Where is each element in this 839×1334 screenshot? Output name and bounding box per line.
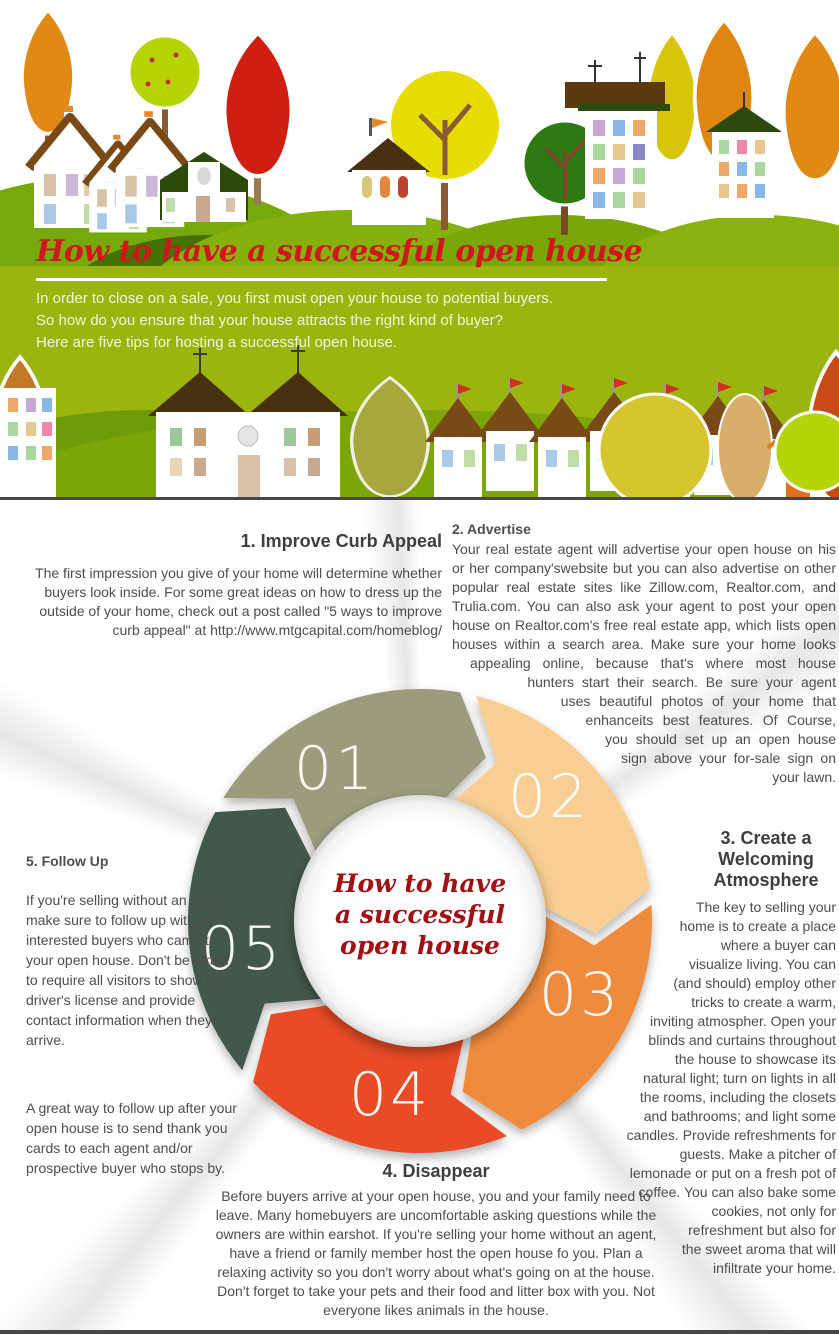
segment-number: 03 — [538, 960, 622, 1030]
section-heading: 5. Follow Up — [26, 852, 109, 869]
tips-content — [0, 497, 839, 1334]
section-body: The key to selling your home is to create a place where a buyer can visualize living. You can (and should) employ other tricks to create a warm, inviting atmospher. Open your blinds and curtains throughout the house to showcase its natural light; turn on lights in all the rooms, including the closets and bathrooms; and light some candles. Provide refreshments for guests. Make a pitcher of lemonade or put on a fresh pot of coffee. You can also bake some cookies, not only for refreshment but also for the sweet aroma that will infiltrate your home. — [626, 899, 836, 1276]
center-badge — [292, 868, 548, 961]
section-heading: 2. Advertise — [452, 520, 531, 537]
segment-number: 01 — [293, 734, 377, 804]
center-badge-line: open house — [340, 931, 500, 960]
center-badge-line: How to have — [333, 869, 507, 898]
page-title: How to have a successful open house — [36, 234, 643, 269]
segment-number: 02 — [507, 762, 591, 832]
segment-number: 04 — [348, 1060, 432, 1130]
section-disappear — [210, 1160, 662, 1320]
heading-line: 3. Create a — [720, 828, 812, 848]
section-body: If you're selling without an agent, make sure to follow up with all interested buyers who came to your open house. Don't be afraid to require all visitors to show their driver's license and provide contact information when they arrive. — [26, 892, 234, 1048]
hero-header — [0, 0, 839, 497]
section-body: Your real estate agent will advertise your open house on his or her company'swebsite but you can also advertise on other popular real estate sites like Zillow.com, Realtor.com, and Trulia.com. You can also ask your agent to post your open house on Realtor.com's free real estate app, which lists open houses within a search area. Make sure your home looks appealing online, because that's where most house hunters start their search. Be sure your agent uses beautiful photos of your home that enhanceits best features. Of Course, you should set up an open house sign above your for-sale sign on your lawn. — [452, 541, 836, 785]
section-improve-curb-appeal — [30, 530, 442, 640]
intro-line: So how do you ensure that your house attracts the right kind of buyer? — [36, 312, 503, 329]
section-follow-up-extra — [26, 1098, 246, 1178]
segment-number: 05 — [200, 914, 284, 984]
section-body: A great way to follow up after your open house is to send thank you cards to each agent and/or prospective buyer who stops by. — [26, 1100, 237, 1176]
intro-line: Here are five tips for hosting a successful open house. — [36, 334, 398, 351]
center-badge-line: a successful — [334, 900, 506, 929]
section-body: The first impression you give of your home will determine whether buyers look inside. For some great ideas on how to dress up the outside of your home, check out a post called "5 ways to improve curb appeal" at http://www.mtgcapital.com/homeblog/ — [35, 565, 442, 638]
title-underline — [36, 278, 607, 281]
section-advertise — [452, 540, 836, 787]
intro-text — [36, 288, 553, 354]
section-heading: 1. Improve Curb Appeal — [240, 531, 442, 551]
heading-line: Welcoming — [718, 849, 814, 869]
section-follow-up — [26, 890, 240, 1090]
section-heading: 4. Disappear — [382, 1161, 490, 1181]
section-body: Before buyers arrive at your open house, you and your family need to leave. Many homebuyers are uncomfortable asking questions while the owners are within earshot. If you're selling your home without an agent, have a friend or family member host the open house fo you. Plan a relaxing activity so you don't worry about what's going on at the house. Don't forget to take your pets and their food and litter box with you. Not everyone likes animals in the house. — [215, 1188, 657, 1318]
section-heading-welcoming-atmosphere — [696, 828, 836, 891]
intro-line: In order to close on a sale, you first must open your house to potential buyers. — [36, 290, 553, 307]
heading-line: Atmosphere — [713, 870, 819, 890]
